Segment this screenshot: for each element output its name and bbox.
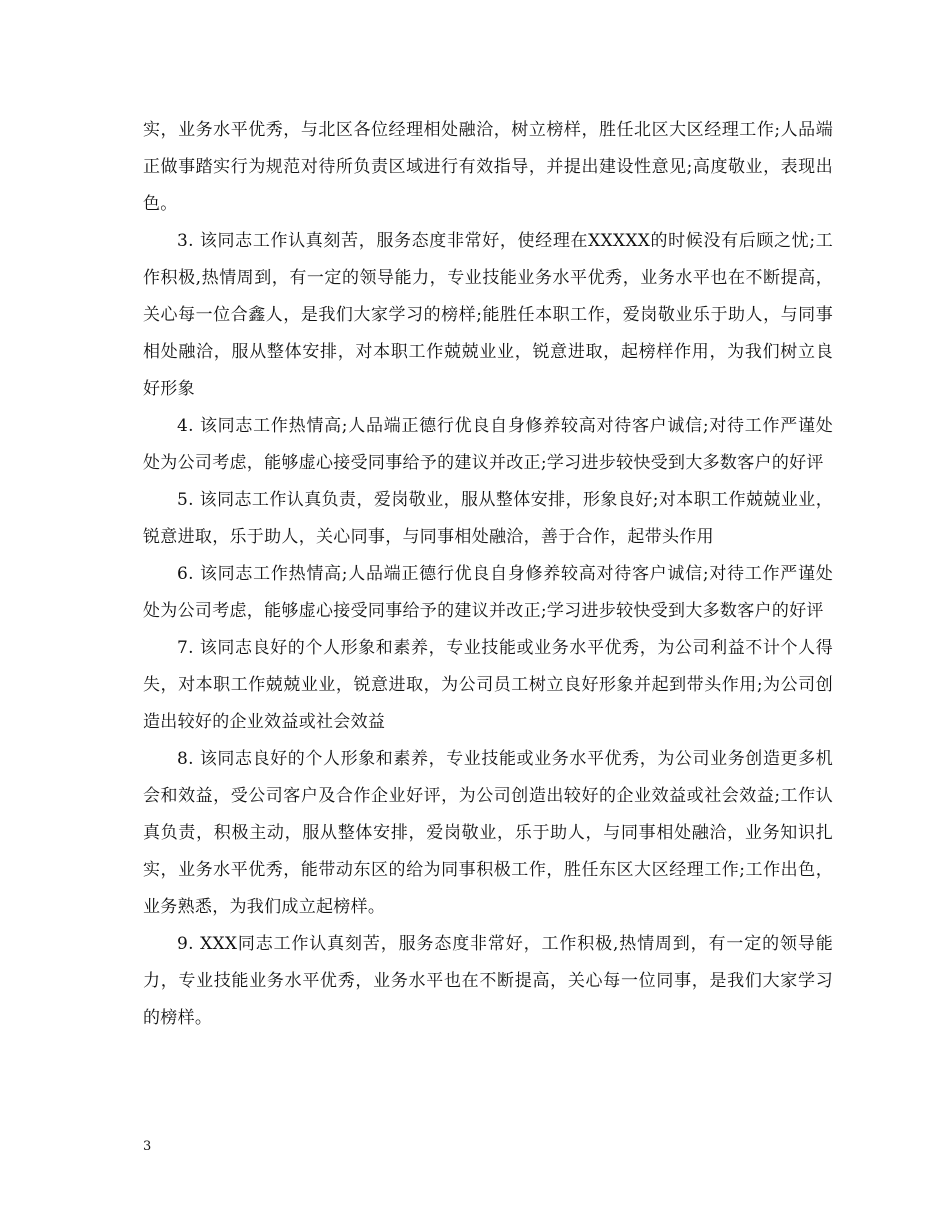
paragraph-continuation: 实，业务水平优秀，与北区各位经理相处融洽，树立榜样，胜任北区大区经理工作;人品端正做事踏实行为规范对待所负责区域进行有效指导，并提出建设性意见;高度敬业，表现出色。	[143, 120, 833, 214]
paragraph-item-9: 9. XXX同志工作认真刻苦，服务态度非常好，工作积极,热情周到，有一定的领导能力，专业技能业务水平优秀，业务水平也在不断提高，关心每一位同事，是我们大家学习的榜样。	[143, 934, 833, 1028]
page-number: 3	[143, 1139, 152, 1154]
paragraph-item-8: 8. 该同志良好的个人形象和素养，专业技能或业务水平优秀，为公司业务创造更多机会和效益，受公司客户及合作企业好评，为公司创造出较好的企业效益或社会效益;工作认真负责，积极主动，服从整体安排，爱岗敬业，乐于助人，与同事相处融洽，业务知识扎实，业务水平优秀，能带动东区的给为同事积极工作，胜任东区大区经理工作;工作出色，业务熟悉，为我们成立起榜样。	[143, 749, 833, 917]
document-body	[143, 112, 833, 1037]
paragraph-item-4: 4. 该同志工作热情高;人品端正德行优良自身修养较高对待客户诚信;对待工作严谨处处为公司考虑，能够虚心接受同事给予的建议并改正;学习进步较快受到大多数客户的好评	[143, 416, 833, 473]
paragraph-item-6: 6. 该同志工作热情高;人品端正德行优良自身修养较高对待客户诚信;对待工作严谨处处为公司考虑，能够虚心接受同事给予的建议并改正;学习进步较快受到大多数客户的好评	[143, 564, 833, 621]
paragraph-item-5: 5. 该同志工作认真负责，爱岗敬业，服从整体安排，形象良好;对本职工作兢兢业业，锐意进取，乐于助人，关心同事，与同事相处融洽，善于合作，起带头作用	[143, 490, 833, 547]
paragraph-item-7: 7. 该同志良好的个人形象和素养，专业技能或业务水平优秀，为公司利益不计个人得失，对本职工作兢兢业业，锐意进取，为公司员工树立良好形象并起到带头作用;为公司创造出较好的企业效益或社会效益	[143, 638, 833, 732]
paragraph-item-3: 3. 该同志工作认真刻苦，服务态度非常好，使经理在XXXXX的时候没有后顾之忧;工作积极,热情周到，有一定的领导能力，专业技能业务水平优秀，业务水平也在不断提高，关心每一位合鑫人，是我们大家学习的榜样;能胜任本职工作，爱岗敬业乐于助人，与同事相处融洽，服从整体安排，对本职工作兢兢业业，锐意进取，起榜样作用，为我们树立良好形象	[143, 231, 833, 399]
